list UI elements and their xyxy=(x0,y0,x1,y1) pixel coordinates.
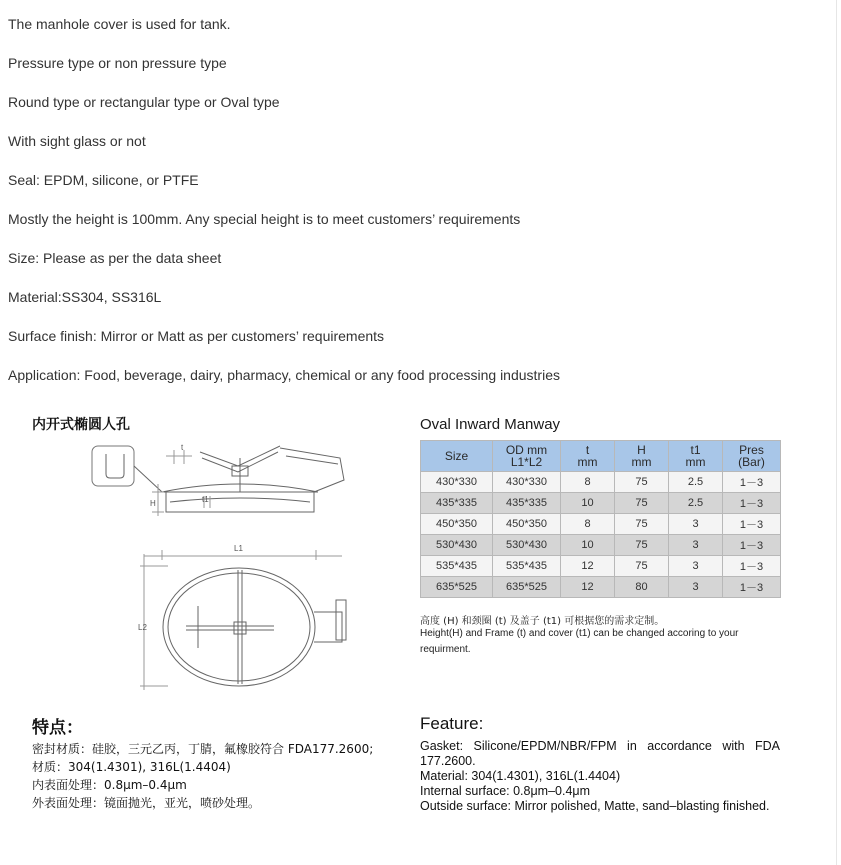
table-cell: 1－3 xyxy=(723,514,781,535)
table-cell: 3 xyxy=(669,556,723,577)
table-cell: 3 xyxy=(669,577,723,598)
intro-paragraph: Pressure type or non pressure type xyxy=(8,55,227,71)
table-cell: 1－3 xyxy=(723,577,781,598)
manway-technical-drawing xyxy=(88,436,368,692)
header-pres: Pres (Bar) xyxy=(723,441,781,472)
feature-line-cn: 内表面处理：0.8μm–0.4μm xyxy=(32,778,187,792)
table-cell: 2.5 xyxy=(669,493,723,514)
table-cell: 10 xyxy=(561,493,615,514)
table-cell: 535*435 xyxy=(493,556,561,577)
intro-paragraph: Size: Please as per the data sheet xyxy=(8,250,222,266)
header-size: Size xyxy=(421,441,493,472)
table-row xyxy=(421,535,781,556)
table-cell: 75 xyxy=(615,535,669,556)
feature-line-en: Material: 304(1.4301), 316L(1.4404) xyxy=(420,769,621,783)
table-row xyxy=(421,493,781,514)
page-edge-divider xyxy=(836,0,837,865)
drawing-title: 内开式椭圆人孔 xyxy=(32,417,130,433)
label-l1: L1 xyxy=(234,544,243,553)
label-l2: L2 xyxy=(138,623,147,632)
label-t: t xyxy=(181,443,184,452)
table-cell: 535*435 xyxy=(421,556,493,577)
table-cell: 75 xyxy=(615,556,669,577)
intro-paragraph: The manhole cover is used for tank. xyxy=(8,16,231,32)
table-row xyxy=(421,577,781,598)
table-cell: 1－3 xyxy=(723,493,781,514)
table-cell: 8 xyxy=(561,514,615,535)
table-cell: 435*335 xyxy=(493,493,561,514)
table-cell: 430*330 xyxy=(493,472,561,493)
table-cell: 435*335 xyxy=(421,493,493,514)
table-cell: 1－3 xyxy=(723,556,781,577)
features-heading-en: Feature: xyxy=(420,714,484,733)
intro-paragraph: With sight glass or not xyxy=(8,133,146,149)
table-cell: 75 xyxy=(615,493,669,514)
label-h: H xyxy=(150,499,156,508)
intro-paragraph: Application: Food, beverage, dairy, pharmacy, chemical or any food processing industries xyxy=(8,367,560,383)
table-cell: 530*430 xyxy=(493,535,561,556)
intro-paragraph: Mostly the height is 100mm. Any special height is to meet customers’ requirements xyxy=(8,211,521,227)
feature-line-en: Gasket: Silicone/EPDM/NBR/FPM in accordance with FDA 177.2600. xyxy=(420,739,780,768)
table-note-en-cont: requirment. xyxy=(420,644,471,655)
table-cell: 530*430 xyxy=(421,535,493,556)
header-h: H mm xyxy=(615,441,669,472)
features-heading-cn: 特点： xyxy=(32,718,83,738)
table-cell: 12 xyxy=(561,556,615,577)
table-row xyxy=(421,472,781,493)
feature-line-en: Outside surface: Mirror polished, Matte, sand–blasting finished. xyxy=(420,799,770,813)
header-od: OD mm L1*L2 xyxy=(493,441,561,472)
table-cell: 450*350 xyxy=(493,514,561,535)
header-t1: t1 mm xyxy=(669,441,723,472)
table-title: Oval Inward Manway xyxy=(420,416,561,433)
table-cell: 635*525 xyxy=(493,577,561,598)
intro-paragraph: Surface finish: Mirror or Matt as per customers’ requirements xyxy=(8,328,385,344)
intro-paragraph: Round type or rectangular type or Oval type xyxy=(8,94,280,110)
table-cell: 12 xyxy=(561,577,615,598)
table-note-en: Height(H) and Frame (t) and cover (t1) can be changed accoring to your xyxy=(420,628,739,639)
table-cell: 8 xyxy=(561,472,615,493)
table-row xyxy=(421,514,781,535)
feature-line-en: Internal surface: 0.8μm–0.4μm xyxy=(420,784,591,798)
spec-table xyxy=(420,440,781,598)
table-cell: 1－3 xyxy=(723,472,781,493)
header-t: t mm xyxy=(561,441,615,472)
features-list-en xyxy=(420,739,780,814)
feature-line-cn: 材质：304(1.4301), 316L(1.4404) xyxy=(32,760,231,774)
table-header-row xyxy=(421,441,781,472)
top-view xyxy=(140,550,346,690)
feature-line-cn: 外表面处理：镜面抛光，亚光，喷砂处理。 xyxy=(32,796,261,810)
table-cell: 1－3 xyxy=(723,535,781,556)
intro-paragraph: Seal: EPDM, silicone, or PTFE xyxy=(8,172,199,188)
side-view xyxy=(92,446,344,516)
table-cell: 450*350 xyxy=(421,514,493,535)
table-cell: 635*525 xyxy=(421,577,493,598)
table-cell: 75 xyxy=(615,472,669,493)
table-cell: 3 xyxy=(669,535,723,556)
table-cell: 10 xyxy=(561,535,615,556)
feature-line-cn: 密封材质：硅胶，三元乙丙，丁腈，氟橡胶符合 FDA177.2600; xyxy=(32,742,374,756)
table-cell: 75 xyxy=(615,514,669,535)
table-cell: 3 xyxy=(669,514,723,535)
label-t1: t1 xyxy=(202,495,209,504)
table-cell: 80 xyxy=(615,577,669,598)
table-cell: 2.5 xyxy=(669,472,723,493)
intro-paragraph: Material:SS304, SS316L xyxy=(8,289,162,305)
table-cell: 430*330 xyxy=(421,472,493,493)
table-note-cn: 高度 (H) 和颈圈 (t) 及盖子 (t1) 可根据您的需求定制。 xyxy=(420,616,665,627)
table-row xyxy=(421,556,781,577)
